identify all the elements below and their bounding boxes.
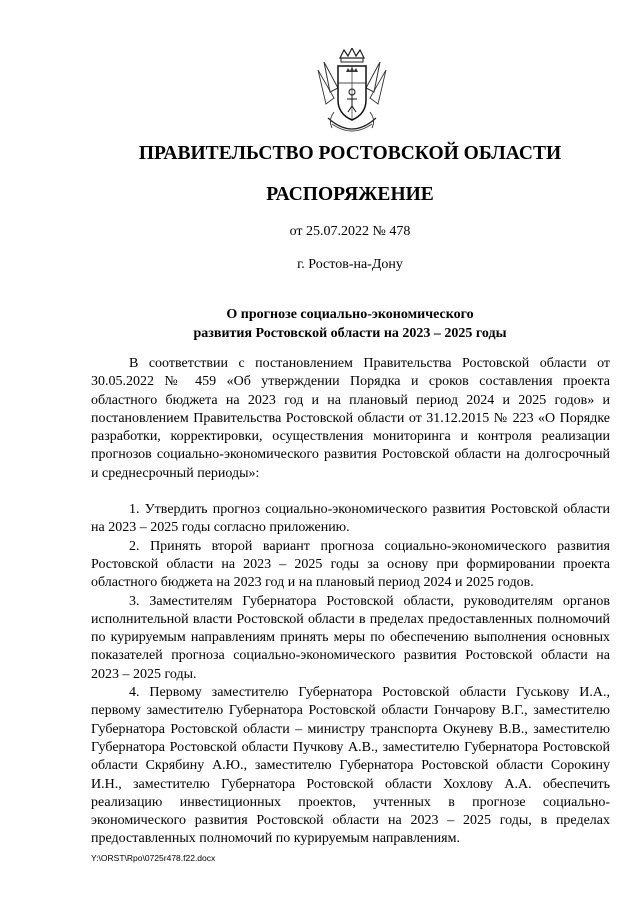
- document-date-number: от 25.07.2022 № 478: [289, 224, 411, 239]
- coat-of-arms-icon: [314, 48, 390, 140]
- file-path-footer: Y:\ORST\Rpo\0725r478.f22.docx: [91, 853, 216, 863]
- preamble-paragraph: В соответствии с постановлением Правительства Ростовской области от 30.05.2022 № 459 «Об утверждении Порядка и сроков составления проекта областного бюджета на 2023 год и на плановый период 2024 и 2025 годов» и постановлением Правительства Ростовской области от 31.12.2015 № 223 «О Порядке разработки, корректировки, осуществления мониторинга и контроля реализации прогнозов социально-экономического развития Ростовской области на долгосрочный и среднесрочный периоды»:: [91, 356, 610, 481]
- item-4-paragraph: 4. Первому заместителю Губернатора Ростовской области Гуськову И.А., первому заместителю Губернатора Ростовской области Гончарову В.Г., заместителю Губернатора Ростовской области – министру транспорта Окуневу В.В., заместителю Губернатора Ростовской области Пучкову А.В., заместителю Губернатора Ростовской области Скрябину А.Ю., заместителю Губернатора Ростовской области Сорокину И.Н., заместителю Губернатора Ростовской области Хохлову А.А. обеспечить реализацию инвестиционных проектов, учтенных в прогнозе социально-экономического развития Ростовской области на 2023 – 2025 годы, в пределах предоставленных полномочий по курируемым направлениям.: [91, 685, 610, 847]
- document-body: [91, 355, 610, 849]
- subject-line-2: развития Ростовской области на 2023 – 2025 годы: [193, 326, 507, 341]
- document-subject: [0, 305, 640, 343]
- item-1-paragraph: 1. Утвердить прогноз социально-экономического развития Ростовской области на 2023 – 2025 годы согласно приложению.: [91, 502, 610, 536]
- item-3-paragraph: 3. Заместителям Губернатора Ростовской области, руководителям органов исполнительной власти Ростовской области в пределах предоставленных полномочий по курируемым направлениям принять меры по обеспечению выполнения основных показателей прогноза социально-экономического развития Ростовской области на 2023 – 2025 годы.: [91, 593, 610, 682]
- government-title: ПРАВИТЕЛЬСТВО РОСТОВСКОЙ ОБЛАСТИ: [138, 143, 562, 164]
- document-type: РАСПОРЯЖЕНИЕ: [266, 184, 434, 205]
- item-2-paragraph: 2. Принять второй вариант прогноза социально-экономического развития Ростовской области на 2023 – 2025 годы за основу при формировании проекта областного бюджета на 2023 год и на плановый период 2024 и 2025 годов.: [91, 538, 610, 591]
- subject-line-1: О прогнозе социально-экономического: [226, 307, 474, 322]
- document-city: г. Ростов-на-Дону: [297, 257, 403, 272]
